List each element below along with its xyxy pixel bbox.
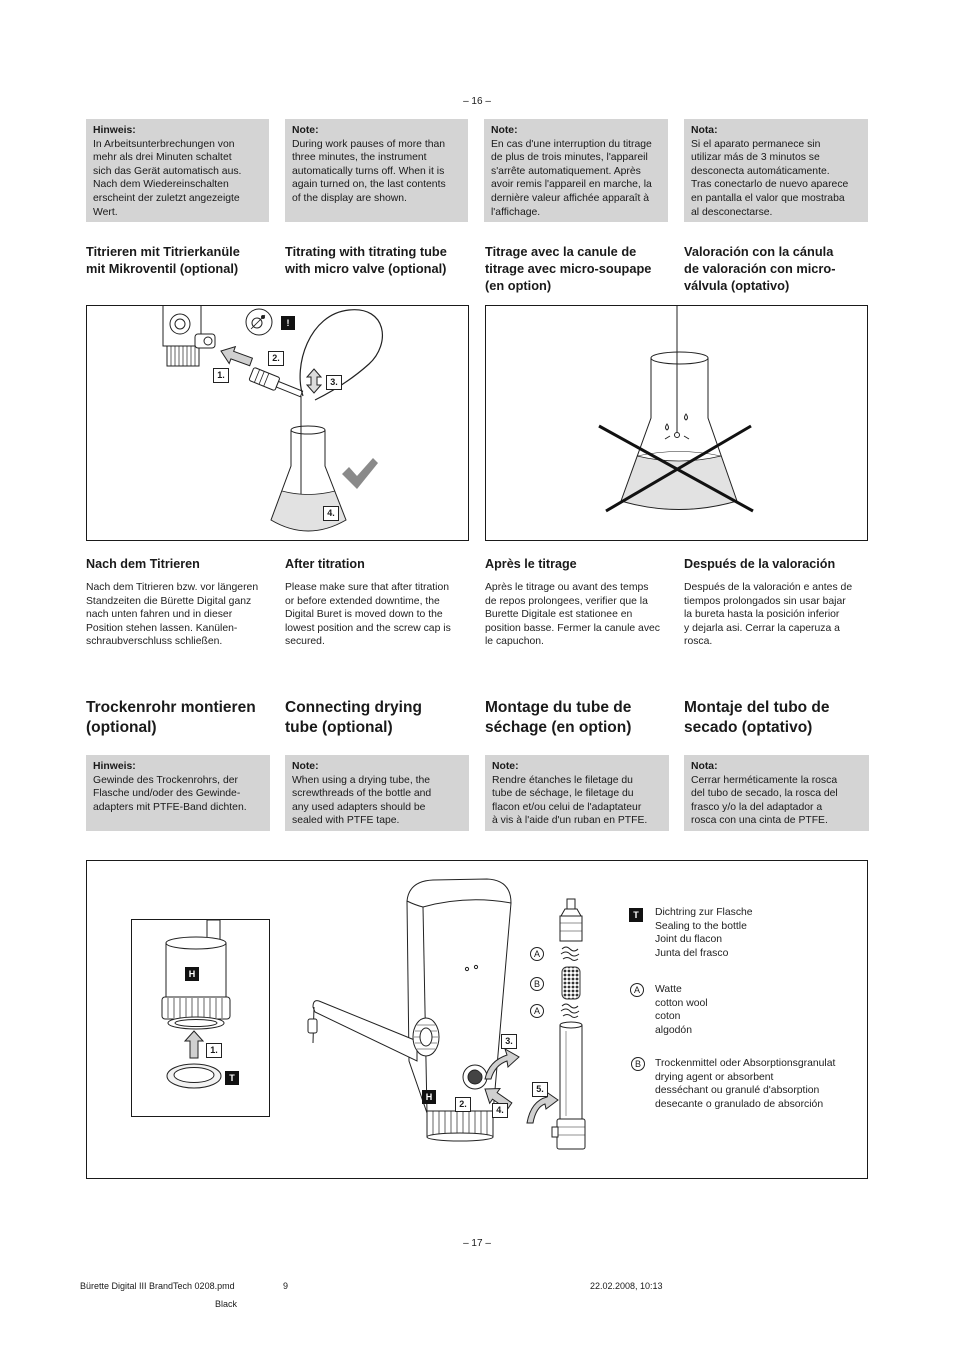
page-number-top: – 16 –	[463, 96, 491, 107]
heading-drying-en: Connecting drying tube (optional)	[285, 699, 422, 736]
note-box-drying-fr	[485, 755, 669, 831]
note-text: In Arbeitsunterbrechungen von mehr als drei Minuten schaltet sich das Gerät automatisch aus. Nach dem Wiedereinschalten erscheint der zuletzt angezeigte Wert.	[93, 138, 242, 218]
label-b: B	[530, 977, 544, 991]
push-arrow	[218, 343, 254, 371]
note-text: Cerrar herméticamente la rosca del tubo de secado, la rosca del frasco y/o la del adaptador a rosca con una cinta de PTFE.	[691, 774, 838, 827]
note-label: Note:	[492, 761, 519, 772]
sealing-ring	[167, 1064, 221, 1088]
footer-sheet-number: 9	[283, 1281, 289, 1291]
burette-base-cylinder	[427, 1111, 493, 1141]
cotton-wool-top	[561, 947, 579, 961]
micro-valve-tube	[249, 367, 304, 400]
step-2-label: 2.	[268, 351, 284, 366]
incorrect-titration-illustration	[486, 306, 867, 540]
note-label: Hinweis:	[93, 761, 136, 772]
heading-titration-en: Titrating with titrating tube with micro valve (optional)	[285, 244, 447, 276]
knurled-wheel	[413, 1018, 439, 1056]
note-label: Note:	[292, 125, 319, 136]
insert-arrow	[185, 1031, 203, 1058]
step-4-label: 4.	[492, 1103, 508, 1118]
footer-filename: Bürette Digital III BrandTech 0208.pmd	[80, 1281, 235, 1291]
legend-key-b: B	[631, 1057, 645, 1071]
flask-liquid	[621, 456, 737, 510]
page-number-bottom: – 17 –	[463, 1238, 491, 1249]
heading-after-de: Nach dem Titrieren	[86, 557, 200, 571]
note-text: During work pauses of more than three minutes, the instrument automatically turns off. When it is again turned on, the last contents of the display are shown.	[292, 138, 446, 204]
legend-key-a: A	[630, 983, 644, 997]
step-3-label: 3.	[501, 1034, 517, 1049]
step-4-label: 4.	[323, 506, 339, 521]
paragraph-after-fr: Après le titrage ou avant des temps de repos prolongees, verifier que la Burette Digitale est stationee en position basse. Fermer la canule avec le capuchon.	[485, 582, 660, 648]
drying-tube-cap	[560, 899, 582, 941]
label-a-bottom: A	[530, 1004, 544, 1018]
drying-tube	[552, 1022, 585, 1149]
figure-drying-tube	[86, 860, 868, 1179]
heading-drying-fr: Montage du tube de séchage (en option)	[485, 699, 632, 736]
titration-setup-illustration	[87, 306, 468, 540]
heading-after-fr: Après le titrage	[485, 557, 577, 571]
note-label: Nota:	[691, 125, 718, 136]
step-1-label: 1.	[206, 1043, 222, 1058]
burette-dispensing-block	[163, 306, 215, 366]
drying-agent-granules	[562, 967, 580, 999]
paragraph-after-es: Después de la valoración e antes de tiempos prolongados sin usar bajar la bureta hasta la posición inferior y dejarla asi. Cerrar la caperuza a rosca.	[684, 582, 853, 648]
note-box-en	[285, 119, 468, 222]
up-down-arrow	[307, 369, 321, 393]
valve-dial	[463, 1065, 487, 1089]
step-1-label: 1.	[213, 368, 229, 383]
figure-titration-correct	[86, 305, 469, 541]
note-label: Note:	[491, 125, 518, 136]
legend-text-drying-agent: Trockenmittel oder Absorptionsgranulat drying agent or absorbent desséchant ou granulé d'absorption desecante o granulado de absorción	[655, 1058, 836, 1110]
note-box-fr	[484, 119, 668, 222]
legend-key-t: T	[629, 908, 643, 922]
footer-timestamp: 22.02.2008, 10:13	[590, 1281, 663, 1291]
note-label: Nota:	[691, 761, 718, 772]
heading-drying-de: Trockenrohr montieren (optional)	[86, 699, 256, 736]
warning-label: !	[281, 316, 295, 330]
figure-titration-incorrect	[485, 305, 868, 541]
note-label: Hinweis:	[93, 125, 136, 136]
label-a-top: A	[530, 947, 544, 961]
heading-after-es: Después de la valoración	[684, 557, 836, 571]
note-box-de	[86, 119, 269, 222]
heading-titration-de: Titrieren mit Titrierkanüle mit Mikroventil (optional)	[86, 244, 240, 276]
note-text: Rendre étanches le filetage du tube de séchage, le filetage du flacon et/ou celui de l'adaptateur à vis à l'aide d'un ruban en PTFE.	[492, 774, 648, 827]
label-t-inset: T	[225, 1071, 239, 1085]
note-text: En cas d'une interruption du titrage de plus de trois minutes, l'appareil s'arrête automatiquement. Après avoir remis l'appareil en marche, la dernière valeur affichée apparaît à l'affichage.	[491, 138, 652, 218]
heading-after-en: After titration	[285, 557, 365, 571]
step-3-label: 3.	[326, 375, 342, 390]
label-h-main: H	[422, 1090, 436, 1104]
footer-color-separation: Black	[215, 1299, 238, 1309]
paragraph-after-de: Nach dem Titrieren bzw. vor längeren Standzeiten die Bürette Digital ganz nach unten fahren und in dieser Position stehen lassen. Kanülen- schraubverschluss schließen.	[86, 582, 259, 648]
heading-titration-fr: Titrage avec la canule de titrage avec micro-soupape (en option)	[485, 244, 652, 293]
legend-text-sealing: Dichtring zur Flasche Sealing to the bottle Joint du flacon Junta del frasco	[655, 907, 753, 959]
note-label: Note:	[292, 761, 319, 772]
heading-drying-es: Montaje del tubo de secado (optativo)	[684, 699, 830, 736]
note-text: Gewinde des Trockenrohrs, der Flasche und/oder des Gewinde- adapters mit PTFE-Band dichten.	[93, 774, 247, 813]
step-2-label: 2.	[455, 1097, 471, 1112]
erlenmeyer-flask	[621, 352, 737, 510]
checkmark-icon	[342, 458, 378, 489]
note-text: Si el aparato permanece sin utilizar más de 3 minutos se desconecta automáticamente. Tras conectarlo de nuevo aparece en pantalla el valor que mostraba al desconectarse.	[691, 138, 849, 218]
burette-body	[407, 879, 511, 1113]
note-text: When using a drying tube, the screwthreads of the bottle and any used adapters should be sealed with PTFE tape.	[292, 774, 432, 827]
paragraph-after-en: Please make sure that after titration or before extended downtime, the Digital Buret is moved down to the lowest position and the screw cap is secured.	[285, 582, 451, 648]
titrating-arm	[308, 1001, 417, 1061]
label-h-inset: H	[185, 967, 199, 981]
note-box-drying-de	[86, 755, 270, 831]
valve-detail-magnifier	[246, 309, 272, 335]
step-5-label: 5.	[532, 1082, 548, 1097]
note-box-drying-en	[285, 755, 469, 831]
note-box-es	[684, 119, 868, 222]
heading-titration-es: Valoración con la cánula de valoración con micro- válvula (optativo)	[684, 244, 836, 293]
note-box-drying-es	[684, 755, 869, 831]
legend-text-cotton: Watte cotton wool coton algodón	[655, 984, 708, 1036]
cotton-wool-bottom	[561, 1004, 579, 1018]
